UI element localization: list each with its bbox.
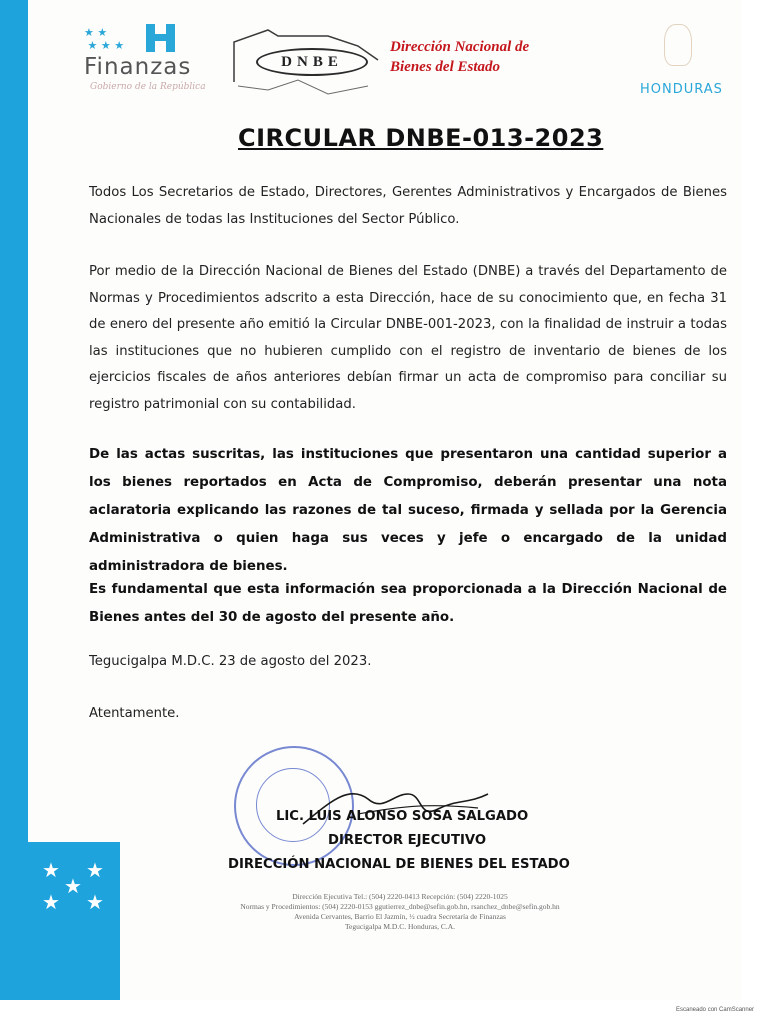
honduras-wordmark: HONDURAS bbox=[640, 82, 723, 97]
signature-block bbox=[228, 740, 588, 880]
footer-contact bbox=[240, 892, 560, 932]
honduras-logo bbox=[640, 20, 730, 104]
paragraph-deadline: Es fundamental que esta información sea proporcionada a la Dirección Nacional de Bienes antes del 30 de agosto del presente año. bbox=[89, 582, 727, 625]
honduras-coat-of-arms-icon bbox=[664, 24, 692, 66]
finanzas-logo bbox=[84, 18, 224, 102]
finanzas-stars-icon: ★ ★ ★ ★ ★ bbox=[84, 26, 125, 52]
finanzas-wordmark: Finanzas bbox=[84, 54, 192, 80]
paragraph-background: Por medio de la Dirección Nacional de Bienes del Estado (DNBE) a través del Departamento de Normas y Procedimientos adscrito a esta Dirección, hace de su conocimiento que, en fecha 31 de enero del presente año emitió la Circular DNBE-001-2023, con la finalidad de instruir a todas las instituciones que no hubieren cumplido con el registro de inventario de bienes de los ejercicios fiscales de años anteriores debían firmar un acta de compromiso para conciliar su registro patrimonial con su contabilidad. bbox=[89, 264, 727, 412]
footer-line: Dirección Ejecutiva Tel.: (504) 2220-0413 Recepción: (504) 2220-1025 bbox=[292, 892, 508, 901]
footer-line: Normas y Procedimientos: (504) 2220-0153 ggutierrez_dnbe@sefin.gob.hn, rsanchez_dnbe@sefin.gob.hn bbox=[240, 902, 560, 911]
date-line: Tegucigalpa M.D.C. 23 de agosto del 2023. bbox=[89, 654, 372, 669]
paragraph-addressees: Todos Los Secretarios de Estado, Directores, Gerentes Administrativos y Encargados de Bienes Nacionales de todas las Instituciones del Sector Público. bbox=[89, 185, 727, 227]
closing-line: Atentamente. bbox=[89, 706, 180, 721]
dnbe-name-line1: Dirección Nacional de bbox=[390, 39, 530, 55]
signatory-name: LIC. LUIS ALONSO SOSA SALGADO bbox=[276, 809, 529, 824]
honduras-stars-icon: ★ ★ ★ ★ ★ bbox=[42, 858, 104, 914]
dnbe-name bbox=[390, 37, 580, 77]
footer-line: Tegucigalpa M.D.C. Honduras, C.A. bbox=[344, 922, 456, 931]
footer-line: Avenida Cervantes, Barrio El Jazmín, ½ cuadra Secretaría de Finanzas bbox=[294, 912, 506, 921]
blue-side-stripe bbox=[0, 0, 28, 1000]
dnbe-name-line2: Bienes del Estado bbox=[390, 59, 501, 75]
paragraph-instruction: De las actas suscritas, las instituciones que presentaron una cantidad superior a los bienes reportados en Acta de Compromiso, deberán presentar una nota aclaratoria explicando las razones de tal suceso, firmada y sellada por la Gerencia Administrativa o quien haga sus veces y jefe o encargado de la unidad administradora de bienes. bbox=[89, 447, 727, 574]
signatory-role: DIRECTOR EJECUTIVO bbox=[328, 833, 487, 848]
handwritten-signature-icon bbox=[298, 764, 498, 844]
dnbe-logo bbox=[228, 20, 388, 104]
signatory-organization: DIRECCIÓN NACIONAL DE BIENES DEL ESTADO bbox=[228, 857, 570, 872]
circular-title: CIRCULAR DNBE-013-2023 bbox=[238, 124, 604, 152]
finanzas-subtitle: Gobierno de la República bbox=[90, 82, 206, 92]
scanner-watermark: Escaneado con CamScanner bbox=[676, 1007, 755, 1013]
dnbe-logo-text: DNBE bbox=[256, 48, 368, 76]
finanzas-h-icon bbox=[146, 24, 176, 52]
